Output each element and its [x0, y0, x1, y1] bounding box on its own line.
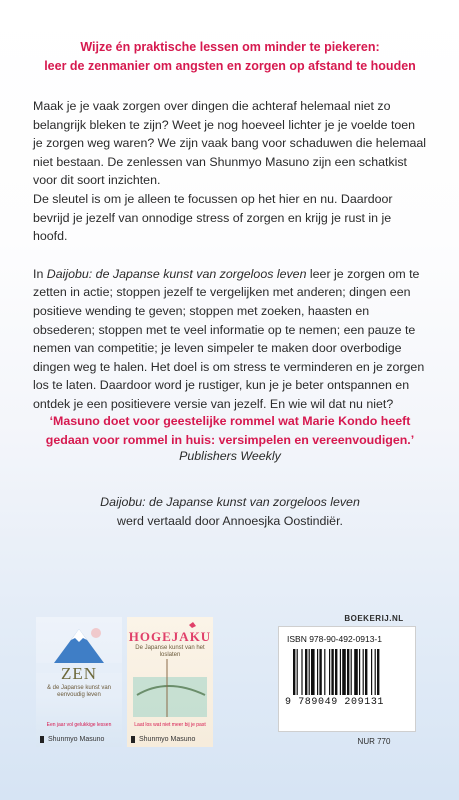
blurb-rest: leer je zorgen om te zetten in actie; stoppen jezelf te vergelijken met anderen; dingen een positieve wending te geven; stoppen met zoeken, haasten en obsederen; stoppen met te veel informatie op te nemen; een pauze te nemen van competitie; je leven simpeler te maken door overbodige dingen weg te halen. Het doel is om stress te verminderen en je zorgen los te laten. Daardoor word je rustiger, kun je je beter ontspannen en ontdek je een positievere versie van jezelf. En wie wil dat nu niet? — [33, 266, 425, 411]
barcode-bars — [293, 649, 403, 695]
barcode-bar — [365, 649, 367, 695]
isbn-text: ISBN 978-90-492-0913-1 — [287, 634, 382, 644]
barcode-bar — [363, 649, 364, 695]
related-book-zen — [36, 617, 122, 747]
barcode-bar — [297, 649, 298, 695]
publisher-logo — [40, 736, 44, 743]
publisher-website: BOEKERIJ.NL — [344, 614, 404, 623]
related-book-author: Shunmyo Masuno — [48, 736, 105, 743]
barcode-bar — [359, 649, 360, 695]
related-book-tagline: Laat los wat niet meer bij je past — [134, 722, 206, 728]
blurb-paragraph-1b: De sleutel is om je alleen te focussen op het hier en nu. Daardoor bevrijd je jezelf van onnodige stress of zorgen en krijg je rust in je hoofd. — [33, 191, 393, 244]
translation-translator: werd vertaald door Annoesjka Oostindiër. — [117, 513, 343, 528]
barcode-bar — [305, 649, 307, 695]
barcode-digits: 9 789049 209131 — [285, 697, 385, 708]
pond-shape — [133, 677, 207, 717]
publisher-logo — [131, 736, 135, 743]
barcode-bar — [335, 649, 337, 695]
related-book-subtitle: De Japanse kunst van het loslaten — [135, 645, 205, 658]
barcode-bar — [342, 649, 346, 695]
blurb-prefix: In — [33, 266, 47, 281]
barcode-bar — [347, 649, 349, 695]
related-book-tagline: Een jaar vol gelukkige lessen — [46, 722, 112, 728]
review-source: Publishers Weekly — [179, 449, 281, 463]
barcode-bar — [331, 649, 333, 695]
review-quote: ‘Masuno doet voor geestelijke rommel wat Marie Kondo heeft gedaan voor rommel in huis: versimpelen en vereenvoudigen.’ — [45, 414, 415, 447]
barcode-bar — [317, 649, 318, 695]
sun-shape — [91, 628, 101, 638]
barcode-bar — [293, 649, 295, 695]
blurb-book-title: Daijobu: de Japanse kunst van zorgeloos leven — [46, 266, 307, 281]
translation-title: Daijobu: de Japanse kunst van zorgeloos leven — [100, 495, 360, 509]
related-book-author: Shunmyo Masuno — [139, 736, 196, 743]
blurb — [33, 97, 428, 414]
tagline — [40, 38, 420, 76]
barcode-bar — [351, 649, 352, 695]
barcode-bar — [354, 649, 358, 695]
barcode-bar — [329, 649, 330, 695]
barcode-bar — [301, 649, 302, 695]
related-book-hogejaku — [127, 617, 213, 747]
related-book-subtitle: & de Japanse kunst van eenvoudig leven — [46, 685, 112, 698]
barcode-bar — [324, 649, 325, 695]
blurb-paragraph-1: Maak je je vaak zorgen over dingen die achteraf helemaal niet zo belangrijk bleken te zijn? Weet je nog hoeveel lichter je je voelde toen je zorgen weg waren? We zijn vaak bang voor schaduwen die helemaal niet bestaan. De zenlessen van Shunmyo Masuno zijn een schatkist voor dit soort inzichten. — [33, 99, 427, 188]
tagline-line-2: leer de zenmanier om angsten en zorgen op afstand te houden — [44, 59, 416, 73]
nur-code: NUR 770 — [357, 737, 391, 746]
barcode-bar — [375, 649, 376, 695]
barcode-box — [278, 626, 416, 732]
related-book-title: ZEN — [60, 664, 98, 683]
blurb-paragraph-2 — [33, 265, 428, 414]
translation-credit — [40, 493, 420, 530]
barcode-bar — [311, 649, 315, 695]
barcode-bar — [309, 649, 310, 695]
tagline-line-1: Wijze én praktische lessen om minder te piekeren: — [80, 40, 380, 54]
related-book-title: HOGEJAKU — [128, 629, 212, 644]
barcode-bar — [371, 649, 372, 695]
barcode-bar — [377, 649, 379, 695]
barcode-bar — [319, 649, 321, 695]
crane-icon — [189, 622, 196, 628]
barcode-bar — [340, 649, 341, 695]
